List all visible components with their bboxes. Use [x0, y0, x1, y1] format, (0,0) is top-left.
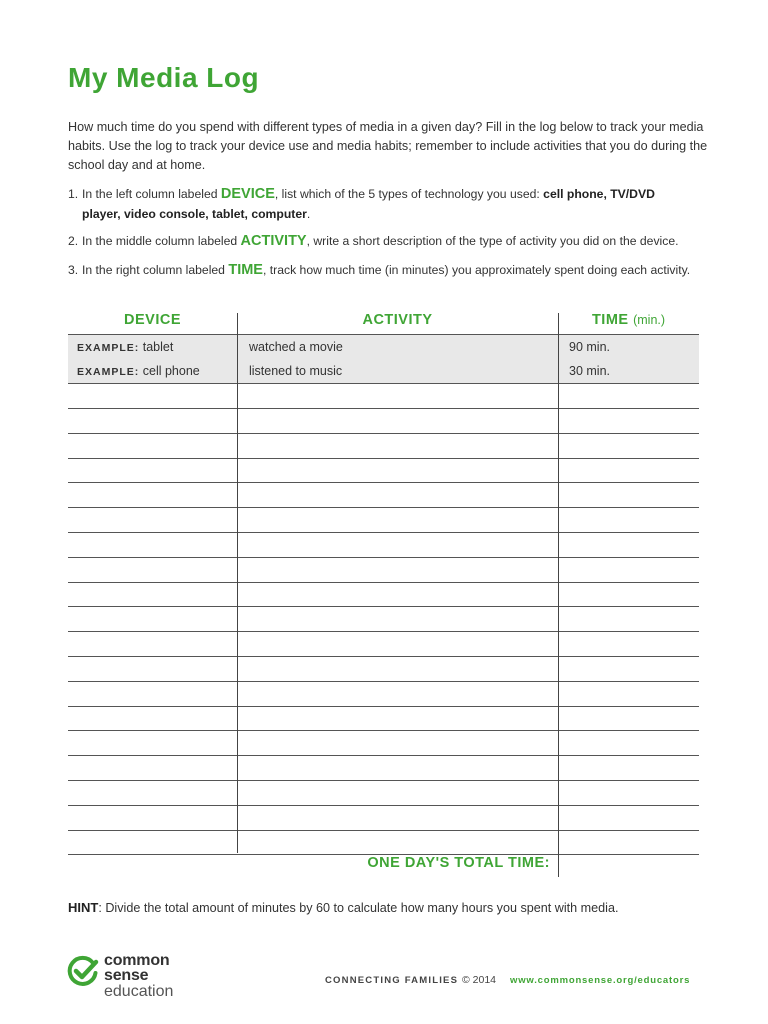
instruction-step-1 — [68, 184, 718, 224]
log-entry-row[interactable] — [68, 657, 699, 682]
step-text: , write a short description of the type of activity you did on the device. — [306, 234, 679, 248]
column-divider — [558, 313, 559, 853]
instruction-step-3 — [68, 260, 718, 280]
step-text: , list which of the 5 types of technology you used: — [274, 187, 544, 201]
step-number: 3. — [68, 263, 79, 277]
example-label: EXAMPLE: — [77, 342, 140, 354]
total-time-divider — [558, 853, 559, 877]
column-header-device: DEVICE — [124, 312, 181, 328]
logo-text-education: education — [104, 983, 174, 1000]
example-row — [68, 359, 699, 384]
activity-cell: watched a movie — [249, 340, 343, 354]
device-value: cell phone — [142, 364, 200, 378]
time-cell: 30 min. — [569, 364, 610, 378]
log-entry-row[interactable] — [68, 682, 699, 707]
log-entry-row[interactable] — [68, 508, 699, 533]
logo-text-sense: sense — [104, 967, 149, 984]
log-entry-row[interactable] — [68, 756, 699, 781]
log-entry-row[interactable] — [68, 806, 699, 831]
time-header-label: TIME — [591, 312, 629, 328]
step-text: In the left column labeled — [82, 187, 221, 201]
log-entry-row[interactable] — [68, 632, 699, 657]
time-header-unit: (min.) — [633, 313, 666, 327]
hint-text — [68, 900, 618, 915]
log-entry-row[interactable] — [68, 384, 699, 409]
device-value: tablet — [142, 340, 174, 354]
logo-text-common: common — [104, 952, 170, 969]
step-text: In the right column labeled — [82, 263, 229, 277]
step-text: In the middle column labeled — [82, 234, 241, 248]
log-entry-row[interactable] — [68, 830, 699, 855]
hint-body: : Divide the total amount of minutes by 60 to calculate how many hours you spent with media. — [98, 901, 619, 915]
logo-wordmark — [104, 953, 173, 999]
log-entry-row[interactable] — [68, 558, 699, 583]
column-divider — [237, 313, 238, 853]
example-label: EXAMPLE: — [77, 366, 140, 378]
column-header-time — [558, 308, 699, 334]
step-number: 1. — [68, 187, 79, 201]
step-keyword-activity: ACTIVITY — [240, 233, 307, 249]
log-entry-row[interactable] — [68, 781, 699, 806]
step-keyword-time: TIME — [228, 262, 263, 278]
device-cell — [77, 335, 173, 360]
intro-paragraph: How much time do you spend with different types of media in a given day? Fill in the log below to track your media habits. Use the log to track your device use and media habits; remember to include activities that you do during the school day and at home. — [68, 120, 708, 172]
step-keyword-device: DEVICE — [220, 186, 275, 202]
step-number: 2. — [68, 234, 79, 248]
common-sense-logo — [66, 954, 196, 1004]
step-bold-text: cell phone, TV/DVD — [543, 187, 655, 201]
instruction-step-2 — [68, 231, 718, 251]
step-text: . — [306, 207, 311, 221]
checkmark-circle-icon — [66, 954, 100, 988]
footer-url-link[interactable]: www.commonsense.org/educators — [510, 975, 691, 986]
footer-copyright: © 2014 — [462, 974, 497, 986]
log-entry-row[interactable] — [68, 607, 699, 632]
log-entry-row[interactable] — [68, 731, 699, 756]
time-cell: 90 min. — [569, 340, 610, 354]
log-entry-row[interactable] — [68, 483, 699, 508]
hint-label: HINT — [68, 900, 99, 915]
log-entry-row[interactable] — [68, 706, 699, 731]
log-entry-row[interactable] — [68, 409, 699, 434]
example-row — [68, 334, 699, 360]
media-log-table — [68, 308, 699, 853]
log-entry-row[interactable] — [68, 533, 699, 558]
device-cell — [77, 359, 200, 384]
step-bold-text: player, video console, tablet, computer — [82, 207, 307, 221]
page-title: My Media Log — [68, 62, 260, 93]
footer-tagline: CONNECTING FAMILIES — [325, 975, 459, 986]
column-header-activity: ACTIVITY — [362, 312, 433, 328]
log-entry-row[interactable] — [68, 434, 699, 459]
total-time-label: ONE DAY'S TOTAL TIME: — [367, 855, 550, 871]
step-text: , track how much time (in minutes) you approximately spent doing each activity. — [262, 263, 691, 277]
log-entry-row[interactable] — [68, 458, 699, 483]
activity-cell: listened to music — [249, 364, 343, 378]
log-entry-row[interactable] — [68, 582, 699, 607]
